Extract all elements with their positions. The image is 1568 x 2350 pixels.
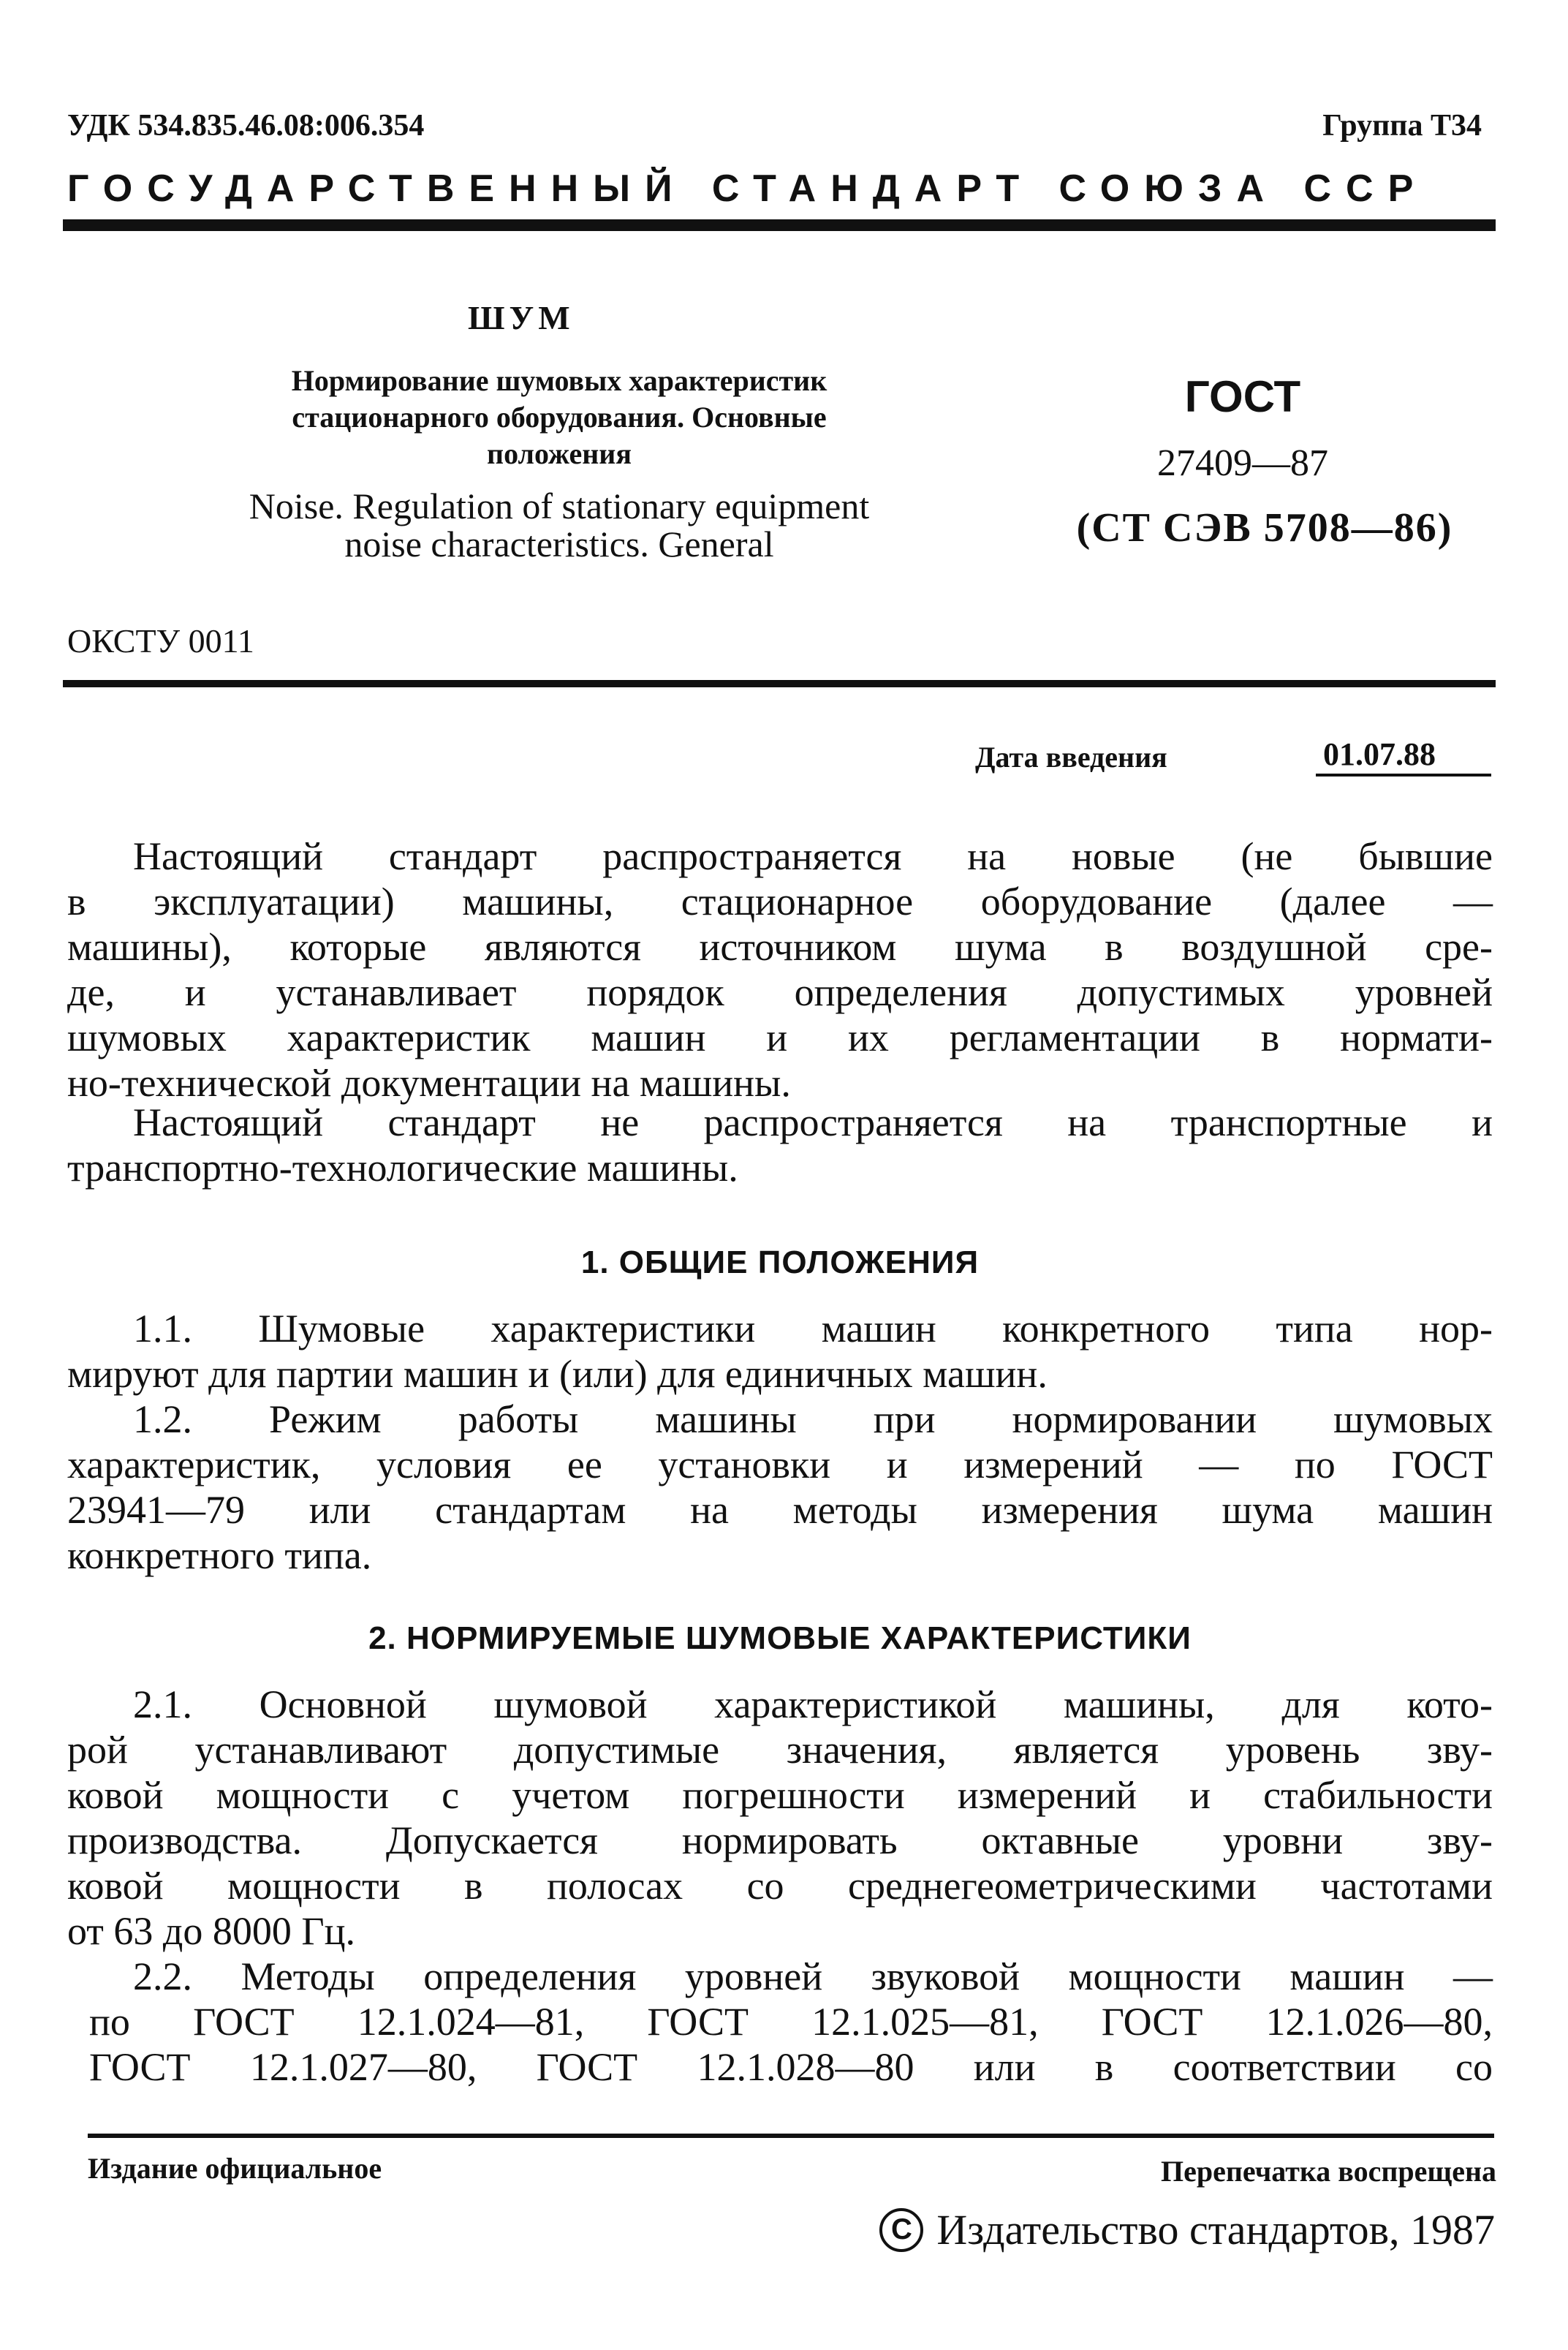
paragraph-2-2 [67,1954,1493,2090]
okstu-code: ОКСТУ 0011 [67,622,254,660]
text-line: рой устанавливают допустимые значения, является уровень зву- [67,1728,1493,1772]
text-line: ковой мощности в полосах со среднегеометрическими частотами [67,1864,1493,1908]
publisher-text: Издательство стандартов, 1987 [936,2206,1495,2253]
text-line: но-технической документации на машины. [67,1061,791,1105]
text-line: ковой мощности с учетом погрешности измерений и стабильности [67,1773,1493,1817]
paragraph-2-1 [67,1682,1493,1954]
group-code: Группа Т34 [1322,109,1482,143]
gost-sev-number: (СТ СЭВ 5708—86) [1076,505,1453,551]
title-ru-line: положения [487,437,632,470]
copyright-icon: C [879,2208,923,2252]
text-line: от 63 до 8000 Гц. [67,1909,355,1953]
section-heading-1: 1. ОБЩИЕ ПОЛОЖЕНИЯ [580,1244,980,1280]
middle-rule [63,680,1496,687]
text-line: ГОСТ 12.1.027—80, ГОСТ 12.1.028—80 или в соответствии со [89,2045,1493,2089]
text-line: мируют для партии машин и (или) для единичных машин. [67,1352,1048,1396]
paragraph-exclusion [67,1100,1493,1190]
intro-date-label: Дата введения [975,741,1167,774]
text-line: машины), которые являются источником шума в воздушной сре- [67,925,1493,969]
text-line: характеристик, условия ее установки и измерений — по ГОСТ [67,1443,1493,1486]
gost-label: ГОСТ [1184,372,1301,421]
copyright-line [879,2205,1495,2254]
text-line: 1.2. Режим работы машины при нормировании шумовых [133,1397,1493,1441]
title-en-line: Noise. Regulation of stationary equipment [249,486,870,526]
text-line: конкретного типа. [67,1533,372,1577]
paragraph-1-2 [67,1397,1493,1578]
text-line: в эксплуатации) машины, стационарное оборудование (далее — [67,880,1493,923]
edition-note: Издание официальное [88,2152,382,2185]
paragraph-1-1 [67,1306,1493,1397]
gost-number: 27409—87 [1157,442,1328,484]
bottom-rule [88,2134,1494,2138]
udk-code: УДК 534.835.46.08:006.354 [67,109,425,143]
text-line: транспортно-технологические машины. [67,1146,738,1190]
title-english [154,487,965,563]
document-title: ШУМ [468,299,575,336]
title-en-line: noise characteristics. General [344,524,774,564]
intro-date-value: 01.07.88 [1323,736,1436,772]
text-line: по ГОСТ 12.1.024—81, ГОСТ 12.1.025—81, ГОСТ 12.1.026—80, [89,2000,1493,2044]
intro-date-underline [1316,774,1491,777]
top-rule [63,219,1496,231]
text-line: де, и устанавливает порядок определения допустимых уровней [67,970,1493,1014]
state-standard-banner: ГОСУДАРСТВЕННЫЙ СТАНДАРТ СОЮЗА ССР [67,167,1428,210]
text-line: шумовых характеристик машин и их регламентации в нормати- [67,1016,1493,1059]
title-russian [175,363,943,472]
paragraph-scope [67,834,1493,1106]
reprint-note: Перепечатка воспрещена [1161,2155,1496,2188]
section-heading-2: 2. НОРМИРУЕМЫЕ ШУМОВЫЕ ХАРАКТЕРИСТИКИ [368,1620,1192,1656]
title-ru-line: Нормирование шумовых характеристик [291,364,827,397]
text-line: 2.2. Методы определения уровней звуковой мощности машин — [133,1954,1493,1998]
text-line: 1.1. Шумовые характеристики машин конкретного типа нор- [133,1307,1493,1350]
text-line: Настоящий стандарт не распространяется на транспортные и [133,1100,1493,1144]
text-line: 23941—79 или стандартам на методы измерения шума машин [67,1488,1493,1532]
text-line: 2.1. Основной шумовой характеристикой машины, для кото- [133,1682,1493,1726]
text-line: производства. Допускается нормировать октавные уровни зву- [67,1818,1493,1862]
title-ru-line: стационарного оборудования. Основные [292,401,827,434]
text-line: Настоящий стандарт распространяется на новые (не бывшие [133,834,1493,878]
